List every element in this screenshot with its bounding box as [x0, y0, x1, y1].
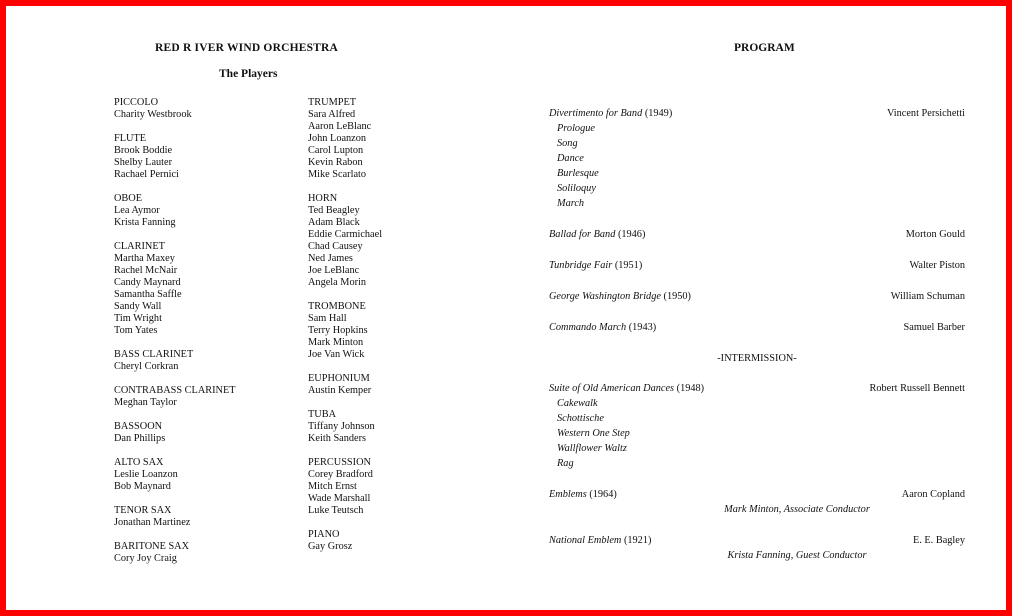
player-name: Dan Phillips — [114, 433, 166, 444]
piece-title: George Washington Bridge — [549, 291, 661, 302]
piece-title: Emblems — [549, 489, 587, 500]
player-name: Ted Beagley — [308, 205, 360, 216]
piece-title: Divertimento for Band — [549, 108, 643, 119]
piece-composer: E. E. Bagley — [912, 535, 965, 546]
player-name: Wade Marshall — [308, 493, 371, 504]
movement-title: Burlesque — [557, 168, 599, 179]
orchestra-title: RED R IVER WIND ORCHESTRA — [155, 42, 339, 54]
piece-line — [549, 289, 965, 304]
movement-title: Dance — [557, 153, 584, 164]
piece-composer: Walter Piston — [909, 260, 965, 271]
instrument-section — [114, 541, 236, 565]
player-name: Angela Morin — [308, 277, 367, 288]
player-name: Rachael Pernici — [114, 169, 179, 180]
instrument-section — [308, 193, 382, 289]
instrument-section — [114, 193, 236, 229]
movement-title: Wallflower Waltz — [557, 443, 627, 454]
program-piece — [549, 533, 965, 563]
movement-title: March — [557, 198, 585, 209]
section-label: BASS CLARINET — [114, 349, 194, 360]
piece-year: (1964) — [589, 489, 617, 500]
program-piece — [549, 106, 965, 211]
player-name: Rachel McNair — [114, 265, 178, 276]
movement-title: Cakewalk — [557, 398, 598, 409]
piece-composer: William Schuman — [890, 291, 965, 302]
player-name: Leslie Loanzon — [114, 469, 178, 480]
piece-title: Ballad for Band — [549, 229, 616, 240]
piece-title: Commando March — [549, 322, 627, 333]
program-piece — [549, 487, 965, 517]
piece-line — [549, 381, 965, 396]
player-name: Joe LeBlanc — [308, 265, 360, 276]
players-column-middle — [308, 97, 382, 565]
movement-title: Song — [557, 138, 578, 149]
player-name: Tom Yates — [114, 325, 158, 336]
player-name: Mike Scarlato — [308, 169, 367, 180]
movement-title: Prologue — [557, 123, 595, 134]
piece-composer: Morton Gould — [905, 229, 965, 240]
player-name: Tiffany Johnson — [308, 421, 375, 432]
player-name: Sandy Wall — [114, 301, 162, 312]
movement-title: Western One Step — [557, 428, 630, 439]
player-name: Terry Hopkins — [308, 325, 368, 336]
program-piece — [549, 381, 965, 471]
player-name: Carol Lupton — [308, 145, 364, 156]
player-name: Sara Alfred — [308, 109, 356, 120]
player-name: Lea Aymor — [114, 205, 160, 216]
player-name: Brook Boddie — [114, 145, 173, 156]
conductor-credit: Mark Minton, Associate Conductor — [724, 504, 870, 515]
instrument-section — [114, 505, 236, 529]
player-name: Joe Van Wick — [308, 349, 365, 360]
piece-composer: Aaron Copland — [901, 489, 965, 500]
piece-line — [549, 533, 965, 548]
piece-year: (1951) — [614, 260, 643, 271]
piece-year: (1946) — [617, 229, 646, 240]
player-name: Shelby Lauter — [114, 157, 173, 168]
conductor-credit: Krista Fanning, Guest Conductor — [727, 550, 867, 561]
player-name: Jonathan Martinez — [114, 517, 191, 528]
player-name: Cheryl Corkran — [114, 361, 179, 372]
section-label: TROMBONE — [308, 301, 366, 312]
program-piece — [549, 258, 965, 273]
piece-line — [549, 227, 965, 242]
players-column-left — [114, 97, 236, 577]
section-label: EUPHONIUM — [308, 373, 370, 384]
player-name: Krista Fanning — [114, 217, 176, 228]
movement-title: Schottische — [557, 413, 604, 424]
player-name: Cory Joy Craig — [114, 553, 177, 564]
section-label: BASSOON — [114, 421, 163, 432]
program-list — [549, 106, 965, 579]
section-label: CONTRABASS CLARINET — [114, 385, 236, 396]
section-label: PIANO — [308, 529, 340, 540]
piece-title: National Emblem — [549, 535, 622, 546]
piece-line — [549, 258, 965, 273]
program-piece — [549, 320, 965, 335]
program-heading: PROGRAM — [734, 42, 795, 54]
player-name: Adam Black — [308, 217, 360, 228]
piece-line — [549, 106, 965, 121]
piece-title: Tunbridge Fair — [549, 260, 613, 271]
player-name: Luke Teutsch — [308, 505, 364, 516]
piece-composer: Vincent Persichetti — [886, 108, 965, 119]
player-name: Ned James — [308, 253, 353, 264]
piece-year: (1948) — [676, 383, 705, 394]
players-heading: The Players — [219, 68, 278, 80]
piece-year: (1950) — [663, 291, 691, 302]
piece-composer: Samuel Barber — [903, 322, 965, 333]
piece-line — [549, 487, 965, 502]
instrument-section — [114, 457, 236, 493]
section-label: TUBA — [308, 409, 337, 420]
player-name: Mitch Ernst — [308, 481, 357, 492]
section-label: CLARINET — [114, 241, 165, 252]
section-label: ALTO SAX — [114, 457, 164, 468]
section-label: HORN — [308, 193, 338, 204]
program-part-1 — [549, 106, 965, 335]
player-name: Corey Bradford — [308, 469, 373, 480]
program-piece — [549, 227, 965, 242]
movement-title: Rag — [557, 458, 574, 469]
player-name: Chad Causey — [308, 241, 363, 252]
player-name: Candy Maynard — [114, 277, 181, 288]
player-name: Bob Maynard — [114, 481, 171, 492]
player-name: John Loanzon — [308, 133, 367, 144]
instrument-section — [308, 409, 382, 445]
instrument-section — [114, 133, 236, 181]
instrument-section — [308, 97, 382, 181]
instrument-section — [114, 421, 236, 445]
instrument-section — [308, 301, 382, 361]
piece-year: (1943) — [628, 322, 657, 333]
piece-line — [549, 320, 965, 335]
player-name: Gay Grosz — [308, 541, 353, 552]
section-label: PERCUSSION — [308, 457, 371, 468]
section-label: TENOR SAX — [114, 505, 172, 516]
section-label: FLUTE — [114, 133, 147, 144]
player-name: Sam Hall — [308, 313, 347, 324]
instrument-section — [114, 385, 236, 409]
instrument-section — [308, 457, 382, 517]
intermission-label: -INTERMISSION- — [717, 353, 797, 364]
instrument-section — [114, 241, 236, 337]
section-label: TRUMPET — [308, 97, 357, 108]
instrument-section — [308, 529, 382, 553]
player-name: Charity Westbrook — [114, 109, 192, 120]
piece-year: (1921) — [623, 535, 652, 546]
player-name: Austin Kemper — [308, 385, 372, 396]
instrument-section — [308, 373, 382, 397]
player-name: Samantha Saffle — [114, 289, 182, 300]
player-name: Kevin Rabon — [308, 157, 363, 168]
player-name: Aaron LeBlanc — [308, 121, 372, 132]
instrument-section — [114, 97, 236, 121]
section-label: BARITONE SAX — [114, 541, 190, 552]
program-piece — [549, 289, 965, 304]
player-name: Martha Maxey — [114, 253, 175, 264]
instrument-section — [114, 349, 236, 373]
piece-year: (1949) — [644, 108, 673, 119]
piece-title: Suite of Old American Dances — [549, 383, 675, 394]
section-label: PICCOLO — [114, 97, 159, 108]
piece-composer: Robert Russell Bennett — [869, 383, 965, 394]
player-name: Mark Minton — [308, 337, 364, 348]
program-part-2 — [549, 381, 965, 563]
movement-title: Soliloquy — [557, 183, 596, 194]
player-name: Meghan Taylor — [114, 397, 177, 408]
player-name: Keith Sanders — [308, 433, 367, 444]
player-name: Eddie Carmichael — [308, 229, 383, 240]
section-label: OBOE — [114, 193, 143, 204]
player-name: Tim Wright — [114, 313, 162, 324]
